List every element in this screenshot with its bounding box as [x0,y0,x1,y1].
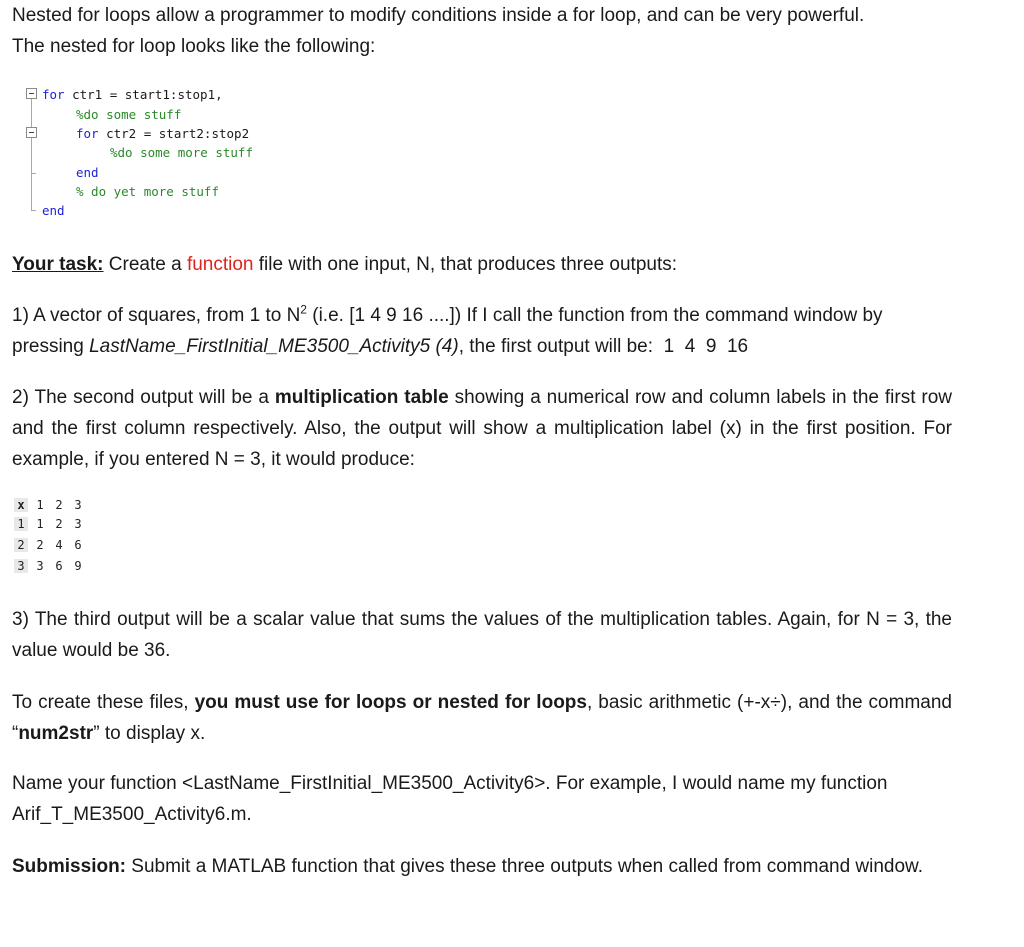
table-cell: 3 [74,498,82,512]
create-instructions [12,687,952,749]
table-cell: x [14,498,28,512]
item-2 [12,382,952,475]
table-cell: 3 [74,517,82,531]
naming-line-1: Name your function <LastName_FirstInitial_ME3500_Activity6>. For example, I would name my function [12,773,888,794]
code-line-4: %do some more stuff [110,145,253,160]
table-cell: 2 [36,538,44,552]
table-cell: 9 [74,559,82,573]
item-1-text-c: pressing [12,336,90,357]
code-text: ctr2 = start2:stop2 [98,126,250,141]
submission-text: Submit a MATLAB function that gives these three outputs when called from command window. [126,856,924,877]
for-loop-requirement: you must use for loops or nested for loops [194,692,587,713]
table-cell: 2 [55,498,63,512]
function-keyword: function [186,254,254,275]
item-2-text: 2) The second output will be a [12,387,275,408]
table-cell: 2 [55,517,63,531]
fold-toggle-outer-icon [26,88,37,99]
code-line-1 [42,88,223,102]
code-line-6: % do yet more stuff [76,184,219,199]
table-cell: 3 [36,559,44,573]
num2str-command: num2str [18,723,94,744]
naming-instructions [12,768,952,830]
submission-label: Submission: [12,856,127,877]
intro-line-2: The nested for loop looks like the following: [12,36,376,57]
item-1-text-d: , the first output will be: 1 4 9 16 [458,336,749,357]
create-text-c: ” to display x. [93,723,206,744]
task-text-post: file with one input, N, that produces three outputs: [253,254,678,275]
table-cell: 1 [14,517,28,531]
task-line [12,249,952,280]
function-call-example: LastName_FirstInitial_ME3500_Activity5 (4) [89,336,459,357]
table-cell: 4 [55,538,63,552]
submission-instructions [12,851,952,882]
intro-text [12,0,952,62]
code-keyword: for [76,126,99,141]
table-cell: 3 [14,559,28,573]
intro-line-1: Nested for loops allow a programmer to modify conditions inside a for loop, and can be very powerful. [12,5,865,26]
table-cell: 1 [36,498,44,512]
code-editor-snippet [26,84,326,224]
task-label: Your task: [12,254,104,275]
superscript: 2 [300,302,307,317]
item-2-text-b: showing a numerical row and column labels in the first row and the first column respectively. Also, the output will show a multiplication label (x) in the first position. For example, if you entered N = 3, it would produce: [12,387,953,470]
code-line-5: end [76,165,99,180]
multiplication-table-term: multiplication table [274,387,449,408]
table-cell: 2 [14,538,28,552]
item-1-text: 1) A vector of squares, from 1 to N [12,305,301,326]
item-1-text-b: (i.e. [1 4 9 16 ....]) If I call the function from the command window by [306,305,883,326]
code-text: ctr1 = start1:stop1, [64,87,223,102]
code-line-3 [76,127,249,141]
table-cell: 6 [55,559,63,573]
item-1 [12,300,952,362]
item-3: 3) The third output will be a scalar value that sums the values of the multiplication tables. Again, for N = 3, the value would be 36. [12,609,952,661]
table-cell: 1 [36,517,44,531]
create-text-b: , basic arithmetic (+-x÷), and the command “ [12,692,952,744]
code-line-2: %do some stuff [76,107,182,122]
table-cell: 6 [74,538,82,552]
create-text-a: To create these files, [12,692,195,713]
task-text-pre: Create a [103,254,187,275]
code-keyword: for [42,87,65,102]
naming-line-2: Arif_T_ME3500_Activity6.m. [12,804,252,825]
fold-toggle-inner-icon [26,127,37,138]
code-line-7: end [42,203,65,218]
